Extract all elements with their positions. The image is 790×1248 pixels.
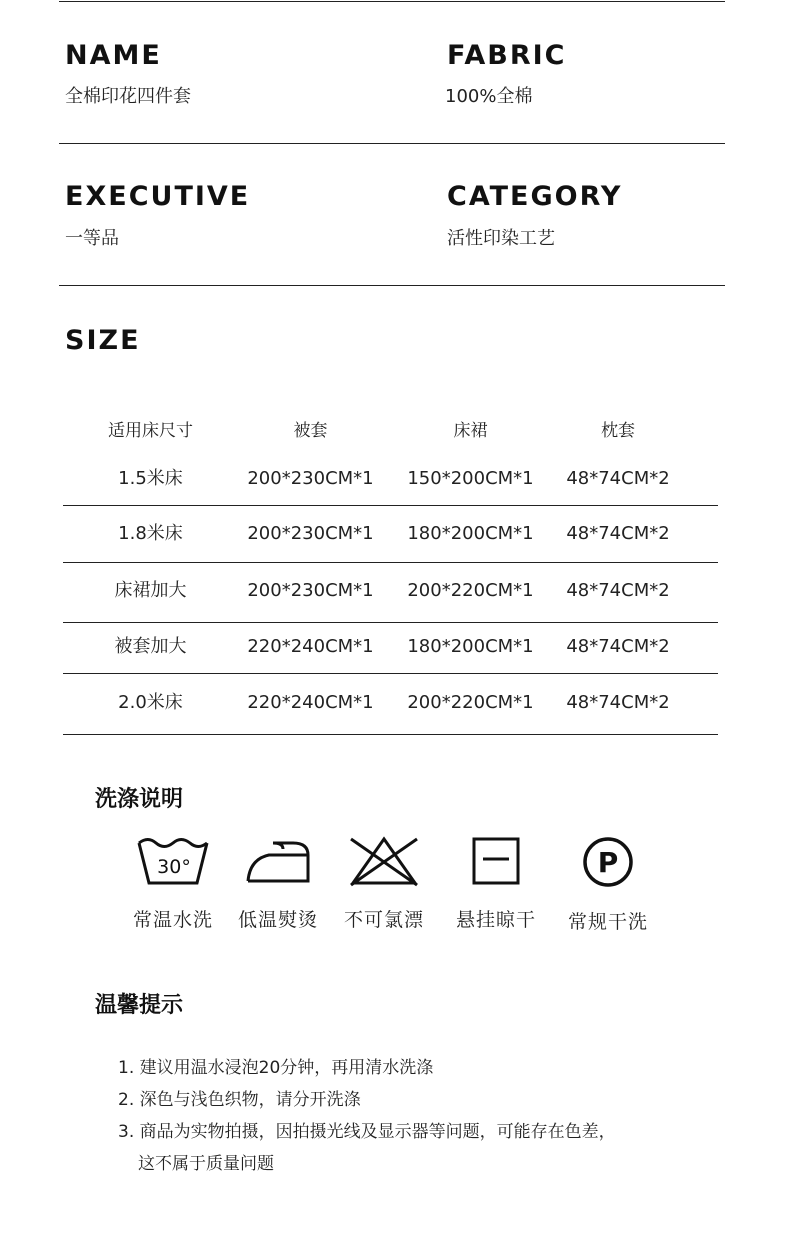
cell-pillowcase: 48*74CM*2 xyxy=(566,636,670,657)
table-row xyxy=(63,453,718,505)
wash-30-icon xyxy=(135,835,211,887)
table-bottom-divider xyxy=(63,734,718,735)
header-bed-size: 适用床尺寸 xyxy=(108,421,193,441)
executive-label: EXECUTIVE xyxy=(65,181,251,212)
name-value: 全棉印花四件套 xyxy=(65,86,191,107)
size-title: SIZE xyxy=(65,325,141,356)
tip-item: 2. 深色与浅色织物，请分开洗涤 xyxy=(118,1090,361,1110)
header-bed-skirt: 床裙 xyxy=(453,421,488,441)
hang-dry-icon xyxy=(471,835,521,887)
cell-bed-size: 2.0米床 xyxy=(118,692,183,713)
care-title: 洗涤说明 xyxy=(95,787,184,812)
table-row xyxy=(63,623,718,673)
cell-pillowcase: 48*74CM*2 xyxy=(566,580,670,601)
care-label-wash: 常温水洗 xyxy=(132,909,213,931)
care-item-bleach xyxy=(324,835,444,932)
cell-duvet-cover: 200*230CM*1 xyxy=(247,580,374,601)
cell-bed-skirt: 200*220CM*1 xyxy=(407,692,534,713)
divider-top xyxy=(59,1,725,2)
category-value: 活性印染工艺 xyxy=(447,228,555,249)
tip-item: 3. 商品为实物拍摄，因拍摄光线及显示器等问题，可能存在色差， xyxy=(118,1122,616,1142)
table-row xyxy=(63,563,718,622)
size-table xyxy=(63,410,718,735)
care-label-bleach: 不可氯漂 xyxy=(343,909,424,931)
fabric-label: FABRIC xyxy=(447,40,567,71)
care-item-dryclean xyxy=(548,835,668,934)
care-item-dry xyxy=(436,835,556,932)
cell-duvet-cover: 220*240CM*1 xyxy=(247,636,374,657)
header-duvet-cover: 被套 xyxy=(293,421,328,441)
care-item-iron xyxy=(218,835,338,932)
tip-item: 1. 建议用温水浸泡20分钟，再用清水洗涤 xyxy=(118,1058,434,1078)
table-row xyxy=(63,674,718,734)
cell-pillowcase: 48*74CM*2 xyxy=(566,692,670,713)
cell-duvet-cover: 220*240CM*1 xyxy=(247,692,374,713)
svg-text:P: P xyxy=(597,846,619,879)
cell-duvet-cover: 200*230CM*1 xyxy=(247,523,374,544)
divider-2 xyxy=(59,285,725,286)
cell-pillowcase: 48*74CM*2 xyxy=(566,468,670,489)
cell-duvet-cover: 200*230CM*1 xyxy=(247,468,374,489)
svg-text:30°: 30° xyxy=(157,856,191,878)
iron-low-icon xyxy=(245,835,311,887)
cell-bed-skirt: 200*220CM*1 xyxy=(407,580,534,601)
cell-bed-size: 床裙加大 xyxy=(114,580,187,601)
cell-bed-skirt: 180*200CM*1 xyxy=(407,636,534,657)
cell-bed-size: 1.5米床 xyxy=(118,468,183,489)
cell-bed-size: 被套加大 xyxy=(114,636,187,657)
size-table-header xyxy=(63,410,718,453)
table-row xyxy=(63,506,718,562)
tips-list xyxy=(118,1052,616,1180)
category-label: CATEGORY xyxy=(447,181,623,212)
header-pillowcase: 枕套 xyxy=(601,421,635,441)
divider-1 xyxy=(59,143,725,144)
care-label-dry: 悬挂晾干 xyxy=(455,909,536,931)
cell-bed-skirt: 180*200CM*1 xyxy=(407,523,534,544)
no-bleach-icon xyxy=(349,835,419,887)
cell-bed-skirt: 150*200CM*1 xyxy=(407,468,534,489)
dry-clean-p-icon xyxy=(581,835,635,889)
care-label-iron: 低温熨烫 xyxy=(237,909,318,931)
fabric-value: 100%全棉 xyxy=(445,86,533,107)
care-item-wash xyxy=(113,835,233,932)
name-label: NAME xyxy=(65,40,162,71)
care-label-dryclean: 常规干洗 xyxy=(567,911,648,933)
cell-bed-size: 1.8米床 xyxy=(118,523,183,544)
executive-value: 一等品 xyxy=(65,228,119,249)
tips-title: 温馨提示 xyxy=(95,993,184,1018)
tip-item-continuation: 这不属于质量问题 xyxy=(138,1154,274,1174)
cell-pillowcase: 48*74CM*2 xyxy=(566,523,670,544)
